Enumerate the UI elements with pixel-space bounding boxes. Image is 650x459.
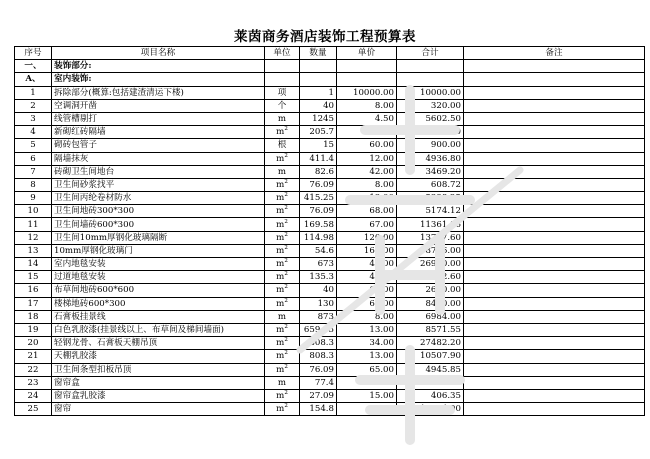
row-qty: 76.09 — [300, 205, 337, 218]
row-price: 67.00 — [337, 284, 397, 297]
row-price: 8.00 — [337, 178, 397, 191]
row-no: 24 — [15, 389, 52, 402]
row-no: 23 — [15, 376, 52, 389]
row-note — [464, 363, 645, 376]
row-unit — [265, 205, 300, 218]
row-price: 8.00 — [337, 99, 397, 112]
unit-text: m — [277, 114, 287, 125]
row-no: 12 — [15, 231, 52, 244]
row-note — [464, 205, 645, 218]
row-no: 10 — [15, 205, 52, 218]
row-qty: 1 — [300, 86, 337, 99]
row-price: 80.00 — [337, 403, 397, 416]
row-unit — [265, 244, 300, 257]
table-row — [15, 192, 645, 205]
row-unit — [265, 165, 300, 178]
unit-text: m — [277, 311, 287, 322]
section-no: 一、 — [15, 60, 52, 73]
row-note — [464, 350, 645, 363]
row-note — [464, 297, 645, 310]
row-total: 8571.55 — [397, 323, 464, 336]
row-no: 17 — [15, 297, 52, 310]
row-unit — [265, 284, 300, 297]
unit-text: m — [276, 390, 285, 401]
unit-text: m — [276, 259, 285, 270]
row-note — [464, 86, 645, 99]
table-row — [15, 139, 645, 152]
unit-text: m — [276, 179, 285, 190]
row-total: 406.35 — [397, 389, 464, 402]
unit-superscript: 2 — [284, 284, 288, 291]
row-unit — [265, 323, 300, 336]
row-qty: 808.3 — [300, 337, 337, 350]
table-row — [15, 271, 645, 284]
row-name: 空调洞开凿 — [52, 99, 265, 112]
unit-superscript: 2 — [284, 258, 288, 265]
row-unit — [265, 403, 300, 416]
unit-text: 个 — [277, 100, 287, 111]
table-row — [15, 258, 645, 271]
unit-superscript: 2 — [284, 337, 288, 344]
row-total: 4945.85 — [397, 363, 464, 376]
table-row — [15, 218, 645, 231]
row-no: 22 — [15, 363, 52, 376]
row-total: 8736.00 — [397, 244, 464, 257]
header-qty: 数量 — [300, 47, 337, 60]
unit-text: m — [276, 219, 285, 230]
row-total: 5682.60 — [397, 271, 464, 284]
row-note — [464, 323, 645, 336]
row-note — [464, 284, 645, 297]
row-no: 2 — [15, 99, 52, 112]
table-row — [15, 231, 645, 244]
row-unit — [265, 126, 300, 139]
row-price: 10000.00 — [337, 86, 397, 99]
section-name: 装饰部分: — [52, 60, 265, 73]
unit-text: m — [276, 298, 285, 309]
unit-text: m — [276, 351, 285, 362]
row-price: 13.00 — [337, 192, 397, 205]
row-total: 12384.00 — [397, 403, 464, 416]
row-name: 石膏板挂景线 — [52, 310, 265, 323]
row-note — [464, 99, 645, 112]
row-total: 320.00 — [397, 99, 464, 112]
row-total: 4936.80 — [397, 152, 464, 165]
row-qty: 154.8 — [300, 403, 337, 416]
row-total: 11361.86 — [397, 218, 464, 231]
row-no: 3 — [15, 112, 52, 125]
row-no: 16 — [15, 284, 52, 297]
table-row — [15, 363, 645, 376]
unit-superscript: 2 — [284, 297, 288, 304]
row-note — [464, 139, 645, 152]
row-no: 5 — [15, 139, 52, 152]
row-price: 15.00 — [337, 389, 397, 402]
row-note — [464, 218, 645, 231]
row-note — [464, 244, 645, 257]
row-price: 65.00 — [337, 297, 397, 310]
row-name: 砌砖包管子 — [52, 139, 265, 152]
row-price: 13.00 — [337, 350, 397, 363]
table-row — [15, 99, 645, 112]
unit-superscript: 2 — [284, 403, 288, 410]
unit-superscript: 2 — [284, 350, 288, 357]
unit-superscript: 2 — [284, 218, 288, 225]
header-note: 备注 — [464, 47, 645, 60]
row-qty: 673 — [300, 258, 337, 271]
unit-superscript: 2 — [284, 231, 288, 238]
table-row — [15, 86, 645, 99]
row-name: 卫生间10mm厚钢化玻璃隔断 — [52, 231, 265, 244]
table-row — [15, 178, 645, 191]
row-price: 60.00 — [337, 139, 397, 152]
row-total: 10000.00 — [397, 86, 464, 99]
unit-superscript: 2 — [284, 271, 288, 278]
row-no: 9 — [15, 192, 52, 205]
unit-superscript: 2 — [284, 324, 288, 331]
row-name: 窗帘 — [52, 403, 265, 416]
unit-text: m — [276, 206, 285, 217]
row-total: 5398.25 — [397, 192, 464, 205]
row-qty: 82.6 — [300, 165, 337, 178]
table-row — [15, 205, 645, 218]
row-note — [464, 126, 645, 139]
row-no: 6 — [15, 152, 52, 165]
row-qty: 76.09 — [300, 178, 337, 191]
row-note — [464, 258, 645, 271]
row-total: 8450.00 — [397, 297, 464, 310]
row-no: 15 — [15, 271, 52, 284]
table-row — [15, 112, 645, 125]
row-note — [464, 403, 645, 416]
header-unit: 单位 — [265, 47, 300, 60]
row-name: 过道地毯安装 — [52, 271, 265, 284]
row-total: 900.00 — [397, 139, 464, 152]
header-no: 序号 — [15, 47, 52, 60]
row-name: 轻钢龙骨、石膏板天棚吊顶 — [52, 337, 265, 350]
row-total: 5174.12 — [397, 205, 464, 218]
row-total: 13797.60 — [397, 231, 464, 244]
row-name: 线管槽剔打 — [52, 112, 265, 125]
row-no: 11 — [15, 218, 52, 231]
row-qty: 15 — [300, 139, 337, 152]
row-name: 卫生间地砖300*300 — [52, 205, 265, 218]
row-total: 6984.00 — [397, 310, 464, 323]
row-qty: 77.4 — [300, 376, 337, 389]
row-no: 13 — [15, 244, 52, 257]
row-name: 砖砌卫生间地台 — [52, 165, 265, 178]
unit-text: 项 — [277, 87, 287, 98]
row-total: 1548.00 — [397, 376, 464, 389]
row-note — [464, 165, 645, 178]
row-unit — [265, 363, 300, 376]
unit-text: m — [276, 127, 285, 138]
row-name: 布草间地砖600*600 — [52, 284, 265, 297]
table-row — [15, 284, 645, 297]
table-row — [15, 244, 645, 257]
row-total: 26920.00 — [397, 258, 464, 271]
row-name: 白色乳胶漆(挂景线以上、布草间及梯间墙面) — [52, 323, 265, 336]
row-unit — [265, 389, 300, 402]
row-name: 窗帘盒 — [52, 376, 265, 389]
unit-superscript: 2 — [284, 179, 288, 186]
row-total: 2680.00 — [397, 284, 464, 297]
row-name: 室内地毯安装 — [52, 258, 265, 271]
row-price: 34.00 — [337, 337, 397, 350]
row-name: 卫生间墙砖600*300 — [52, 218, 265, 231]
row-unit — [265, 231, 300, 244]
table-row — [15, 389, 645, 402]
row-qty: 54.6 — [300, 244, 337, 257]
unit-text: m — [276, 193, 285, 204]
unit-text: m — [276, 338, 285, 349]
row-no: 14 — [15, 258, 52, 271]
row-no: 19 — [15, 323, 52, 336]
table-row — [15, 165, 645, 178]
row-note — [464, 389, 645, 402]
row-total: 8845.10 — [397, 126, 464, 139]
row-no: 18 — [15, 310, 52, 323]
unit-text: m — [276, 245, 285, 256]
row-unit — [265, 337, 300, 350]
section-row — [15, 73, 645, 86]
page-title: 莱茵商务酒店装饰工程预算表 — [234, 29, 416, 45]
row-price: 40.00 — [337, 258, 397, 271]
row-unit — [265, 297, 300, 310]
row-note — [464, 271, 645, 284]
row-qty: 27.09 — [300, 389, 337, 402]
row-unit — [265, 310, 300, 323]
row-unit — [265, 258, 300, 271]
row-qty: 1245 — [300, 112, 337, 125]
table-row — [15, 350, 645, 363]
unit-superscript: 2 — [284, 152, 288, 159]
row-unit — [265, 271, 300, 284]
unit-text: m — [277, 166, 287, 177]
unit-superscript: 2 — [284, 245, 288, 252]
unit-text: m — [276, 153, 285, 164]
row-no: 8 — [15, 178, 52, 191]
row-unit — [265, 218, 300, 231]
row-price: 67.00 — [337, 218, 397, 231]
row-price: 160.00 — [337, 244, 397, 257]
row-total: 608.72 — [397, 178, 464, 191]
table-row — [15, 310, 645, 323]
row-name: 天棚乳胶漆 — [52, 350, 265, 363]
row-price: 20.00 — [337, 376, 397, 389]
row-no: 25 — [15, 403, 52, 416]
table-row — [15, 376, 645, 389]
row-qty: 135.3 — [300, 271, 337, 284]
row-unit — [265, 99, 300, 112]
row-qty: 40 — [300, 99, 337, 112]
row-price: 42.00 — [337, 165, 397, 178]
table-row — [15, 126, 645, 139]
row-name: 拆除部分(概算:包括建渣清运下楼) — [52, 86, 265, 99]
unit-superscript: 2 — [284, 390, 288, 397]
section-name: 室内装饰: — [52, 73, 265, 86]
row-unit — [265, 112, 300, 125]
row-unit — [265, 376, 300, 389]
row-unit — [265, 139, 300, 152]
unit-text: 根 — [277, 140, 287, 151]
row-no: 4 — [15, 126, 52, 139]
row-name: 卫生间砂浆找平 — [52, 178, 265, 191]
row-no: 20 — [15, 337, 52, 350]
row-no: 7 — [15, 165, 52, 178]
row-name: 新砌红砖隔墙 — [52, 126, 265, 139]
table-row — [15, 297, 645, 310]
row-total: 27482.20 — [397, 337, 464, 350]
row-qty: 808.3 — [300, 350, 337, 363]
row-qty: 873 — [300, 310, 337, 323]
unit-text: m — [276, 404, 285, 415]
section-row — [15, 60, 645, 73]
table-row — [15, 337, 645, 350]
row-unit — [265, 152, 300, 165]
row-total: 3469.20 — [397, 165, 464, 178]
row-price: 43.00 — [337, 126, 397, 139]
row-price: 12.00 — [337, 152, 397, 165]
row-qty: 205.7 — [300, 126, 337, 139]
table-row — [15, 323, 645, 336]
row-name: 卫生间条型扣板吊顶 — [52, 363, 265, 376]
row-note — [464, 310, 645, 323]
unit-text: m — [276, 272, 285, 283]
row-qty: 659.35 — [300, 323, 337, 336]
row-no: 1 — [15, 86, 52, 99]
row-price: 65.00 — [337, 363, 397, 376]
row-note — [464, 152, 645, 165]
header-total: 合计 — [397, 47, 464, 60]
row-price: 120.00 — [337, 231, 397, 244]
row-name: 卫生间丙纶卷材防水 — [52, 192, 265, 205]
row-unit — [265, 86, 300, 99]
row-note — [464, 178, 645, 191]
header-price: 单价 — [337, 47, 397, 60]
header-row — [15, 47, 645, 60]
row-qty: 76.09 — [300, 363, 337, 376]
row-no: 21 — [15, 350, 52, 363]
row-unit — [265, 178, 300, 191]
row-total: 5602.50 — [397, 112, 464, 125]
unit-superscript: 2 — [284, 363, 288, 370]
row-price: 42.00 — [337, 271, 397, 284]
row-qty: 40 — [300, 284, 337, 297]
section-no: A、 — [15, 73, 52, 86]
row-name: 10mm厚钢化玻璃门 — [52, 244, 265, 257]
unit-text: m — [277, 377, 287, 388]
unit-superscript: 2 — [284, 205, 288, 212]
unit-text: m — [276, 325, 285, 336]
row-note — [464, 112, 645, 125]
row-qty: 411.4 — [300, 152, 337, 165]
row-note — [464, 376, 645, 389]
row-qty: 415.25 — [300, 192, 337, 205]
budget-table — [14, 46, 645, 416]
unit-text: m — [276, 364, 285, 375]
row-price: 8.00 — [337, 310, 397, 323]
row-name: 窗帘盒乳胶漆 — [52, 389, 265, 402]
row-note — [464, 231, 645, 244]
row-price: 68.00 — [337, 205, 397, 218]
table-row — [15, 403, 645, 416]
row-qty: 169.58 — [300, 218, 337, 231]
unit-text: m — [276, 285, 285, 296]
row-unit — [265, 350, 300, 363]
table-row — [15, 152, 645, 165]
unit-superscript: 2 — [284, 192, 288, 199]
row-qty: 130 — [300, 297, 337, 310]
row-price: 13.00 — [337, 323, 397, 336]
row-qty: 114.98 — [300, 231, 337, 244]
row-total: 10507.90 — [397, 350, 464, 363]
row-name: 隔墙抹灰 — [52, 152, 265, 165]
header-name: 项目名称 — [52, 47, 265, 60]
row-price: 4.50 — [337, 112, 397, 125]
row-note — [464, 337, 645, 350]
row-unit — [265, 192, 300, 205]
unit-superscript: 2 — [284, 126, 288, 133]
row-name: 楼梯地砖600*300 — [52, 297, 265, 310]
unit-text: m — [276, 232, 285, 243]
row-note — [464, 192, 645, 205]
